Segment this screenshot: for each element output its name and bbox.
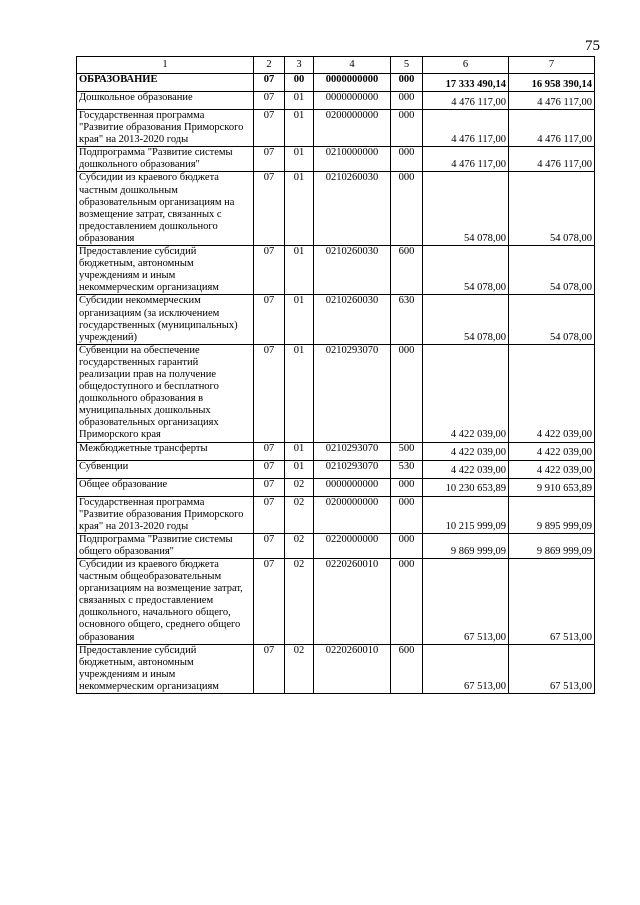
row-name-cell: Предоставление субсидий бюджетным, автономным учреждениям и иным некоммерческим организациям <box>77 246 254 295</box>
row-amount-cell: 54 078,00 <box>423 295 509 344</box>
row-amount-cell: 10 230 653,89 <box>423 478 509 496</box>
row-amount-cell: 4 476 117,00 <box>509 92 595 110</box>
table-row <box>77 74 595 92</box>
row-amount-cell: 16 958 390,14 <box>509 74 595 92</box>
row-section-cell: 07 <box>254 74 285 92</box>
table-row <box>77 295 595 344</box>
row-amount-cell: 4 476 117,00 <box>509 147 595 172</box>
row-amount-cell: 67 513,00 <box>423 559 509 645</box>
row-subsection-cell: 02 <box>285 533 314 558</box>
row-amount-cell: 9 869 999,09 <box>423 533 509 558</box>
row-expense-type-cell: 000 <box>391 172 423 246</box>
row-section-cell: 07 <box>254 110 285 147</box>
row-target-article-cell: 0220000000 <box>314 533 391 558</box>
row-expense-type-cell: 000 <box>391 92 423 110</box>
row-subsection-cell: 02 <box>285 496 314 533</box>
row-section-cell: 07 <box>254 460 285 478</box>
header-cell: 5 <box>391 57 423 74</box>
row-expense-type-cell: 000 <box>391 496 423 533</box>
row-amount-cell: 54 078,00 <box>509 295 595 344</box>
row-subsection-cell: 02 <box>285 644 314 693</box>
table-row <box>77 147 595 172</box>
row-target-article-cell: 0210260030 <box>314 295 391 344</box>
row-name-cell: ОБРАЗОВАНИЕ <box>77 74 254 92</box>
row-amount-cell: 4 422 039,00 <box>423 344 509 442</box>
row-target-article-cell: 0210260030 <box>314 246 391 295</box>
row-section-cell: 07 <box>254 559 285 645</box>
row-expense-type-cell: 530 <box>391 460 423 478</box>
row-subsection-cell: 01 <box>285 295 314 344</box>
row-section-cell: 07 <box>254 644 285 693</box>
row-section-cell: 07 <box>254 478 285 496</box>
row-target-article-cell: 0210260030 <box>314 172 391 246</box>
row-expense-type-cell: 000 <box>391 344 423 442</box>
table-header-row <box>77 57 595 74</box>
row-target-article-cell: 0210000000 <box>314 147 391 172</box>
row-section-cell: 07 <box>254 533 285 558</box>
row-subsection-cell: 01 <box>285 460 314 478</box>
row-section-cell: 07 <box>254 147 285 172</box>
table-row <box>77 442 595 460</box>
row-name-cell: Подпрограмма "Развитие системы дошкольного образования" <box>77 147 254 172</box>
row-subsection-cell: 00 <box>285 74 314 92</box>
row-amount-cell: 54 078,00 <box>423 172 509 246</box>
row-amount-cell: 4 476 117,00 <box>423 147 509 172</box>
row-name-cell: Межбюджетные трансферты <box>77 442 254 460</box>
row-amount-cell: 67 513,00 <box>509 644 595 693</box>
table-row <box>77 246 595 295</box>
row-name-cell: Государственная программа "Развитие образования Приморского края" на 2013-2020 годы <box>77 110 254 147</box>
row-amount-cell: 9 910 653,89 <box>509 478 595 496</box>
row-expense-type-cell: 600 <box>391 246 423 295</box>
row-amount-cell: 67 513,00 <box>423 644 509 693</box>
row-subsection-cell: 02 <box>285 559 314 645</box>
table-row <box>77 460 595 478</box>
row-amount-cell: 4 422 039,00 <box>509 344 595 442</box>
row-subsection-cell: 01 <box>285 246 314 295</box>
row-subsection-cell: 02 <box>285 478 314 496</box>
table-row <box>77 172 595 246</box>
table-row <box>77 92 595 110</box>
row-target-article-cell: 0000000000 <box>314 74 391 92</box>
row-amount-cell: 9 895 999,09 <box>509 496 595 533</box>
row-name-cell: Дошкольное образование <box>77 92 254 110</box>
row-subsection-cell: 01 <box>285 172 314 246</box>
row-amount-cell: 17 333 490,14 <box>423 74 509 92</box>
row-target-article-cell: 0210293070 <box>314 442 391 460</box>
row-name-cell: Субсидии некоммерческим организациям (за исключением государственных (муниципальных) учреждений) <box>77 295 254 344</box>
table-row <box>77 533 595 558</box>
row-amount-cell: 4 422 039,00 <box>423 442 509 460</box>
row-section-cell: 07 <box>254 442 285 460</box>
row-subsection-cell: 01 <box>285 442 314 460</box>
row-subsection-cell: 01 <box>285 110 314 147</box>
row-section-cell: 07 <box>254 172 285 246</box>
row-amount-cell: 54 078,00 <box>509 246 595 295</box>
page-number: 75 <box>585 38 600 54</box>
table-row <box>77 559 595 645</box>
table-row <box>77 478 595 496</box>
row-amount-cell: 4 476 117,00 <box>423 110 509 147</box>
header-cell: 7 <box>509 57 595 74</box>
row-name-cell: Субвенции на обеспечение государственных гарантий реализации прав на получение общедоступного и бесплатного дошкольного образования в муниципальных дошкольных образовательных организациях Приморского края <box>77 344 254 442</box>
row-target-article-cell: 0220260010 <box>314 559 391 645</box>
row-expense-type-cell: 000 <box>391 533 423 558</box>
row-amount-cell: 4 476 117,00 <box>509 110 595 147</box>
table-row <box>77 644 595 693</box>
row-amount-cell: 4 476 117,00 <box>423 92 509 110</box>
row-expense-type-cell: 000 <box>391 478 423 496</box>
row-target-article-cell: 0000000000 <box>314 92 391 110</box>
row-subsection-cell: 01 <box>285 147 314 172</box>
row-amount-cell: 4 422 039,00 <box>509 442 595 460</box>
row-name-cell: Субсидии из краевого бюджета частным общеобразовательным организациям на возмещение затрат, связанных с предоставлением дошкольного, начального общего, основного общего, среднего общего образования <box>77 559 254 645</box>
row-target-article-cell: 0200000000 <box>314 110 391 147</box>
row-expense-type-cell: 000 <box>391 147 423 172</box>
table-row <box>77 110 595 147</box>
table-body <box>77 57 595 694</box>
budget-table <box>76 56 595 694</box>
table-row <box>77 344 595 442</box>
row-expense-type-cell: 000 <box>391 74 423 92</box>
row-target-article-cell: 0210293070 <box>314 460 391 478</box>
row-amount-cell: 54 078,00 <box>423 246 509 295</box>
row-expense-type-cell: 000 <box>391 110 423 147</box>
header-cell: 4 <box>314 57 391 74</box>
row-amount-cell: 9 869 999,09 <box>509 533 595 558</box>
row-amount-cell: 54 078,00 <box>509 172 595 246</box>
row-target-article-cell: 0200000000 <box>314 496 391 533</box>
row-expense-type-cell: 500 <box>391 442 423 460</box>
row-amount-cell: 4 422 039,00 <box>423 460 509 478</box>
row-section-cell: 07 <box>254 496 285 533</box>
row-target-article-cell: 0000000000 <box>314 478 391 496</box>
row-expense-type-cell: 600 <box>391 644 423 693</box>
row-amount-cell: 10 215 999,09 <box>423 496 509 533</box>
row-name-cell: Государственная программа "Развитие образования Приморского края" на 2013-2020 годы <box>77 496 254 533</box>
row-name-cell: Субсидии из краевого бюджета частным дошкольным образовательным организациям на возмещение затрат, связанных с предоставлением дошкольного образования <box>77 172 254 246</box>
row-target-article-cell: 0210293070 <box>314 344 391 442</box>
row-name-cell: Общее образование <box>77 478 254 496</box>
row-section-cell: 07 <box>254 92 285 110</box>
row-target-article-cell: 0220260010 <box>314 644 391 693</box>
row-amount-cell: 67 513,00 <box>509 559 595 645</box>
header-cell: 3 <box>285 57 314 74</box>
row-expense-type-cell: 000 <box>391 559 423 645</box>
row-section-cell: 07 <box>254 246 285 295</box>
table-row <box>77 496 595 533</box>
header-cell: 1 <box>77 57 254 74</box>
row-name-cell: Предоставление субсидий бюджетным, автономным учреждениям и иным некоммерческим организациям <box>77 644 254 693</box>
row-name-cell: Подпрограмма "Развитие системы общего образования" <box>77 533 254 558</box>
row-subsection-cell: 01 <box>285 92 314 110</box>
row-section-cell: 07 <box>254 344 285 442</box>
row-section-cell: 07 <box>254 295 285 344</box>
row-amount-cell: 4 422 039,00 <box>509 460 595 478</box>
row-expense-type-cell: 630 <box>391 295 423 344</box>
header-cell: 2 <box>254 57 285 74</box>
row-name-cell: Субвенции <box>77 460 254 478</box>
header-cell: 6 <box>423 57 509 74</box>
row-subsection-cell: 01 <box>285 344 314 442</box>
